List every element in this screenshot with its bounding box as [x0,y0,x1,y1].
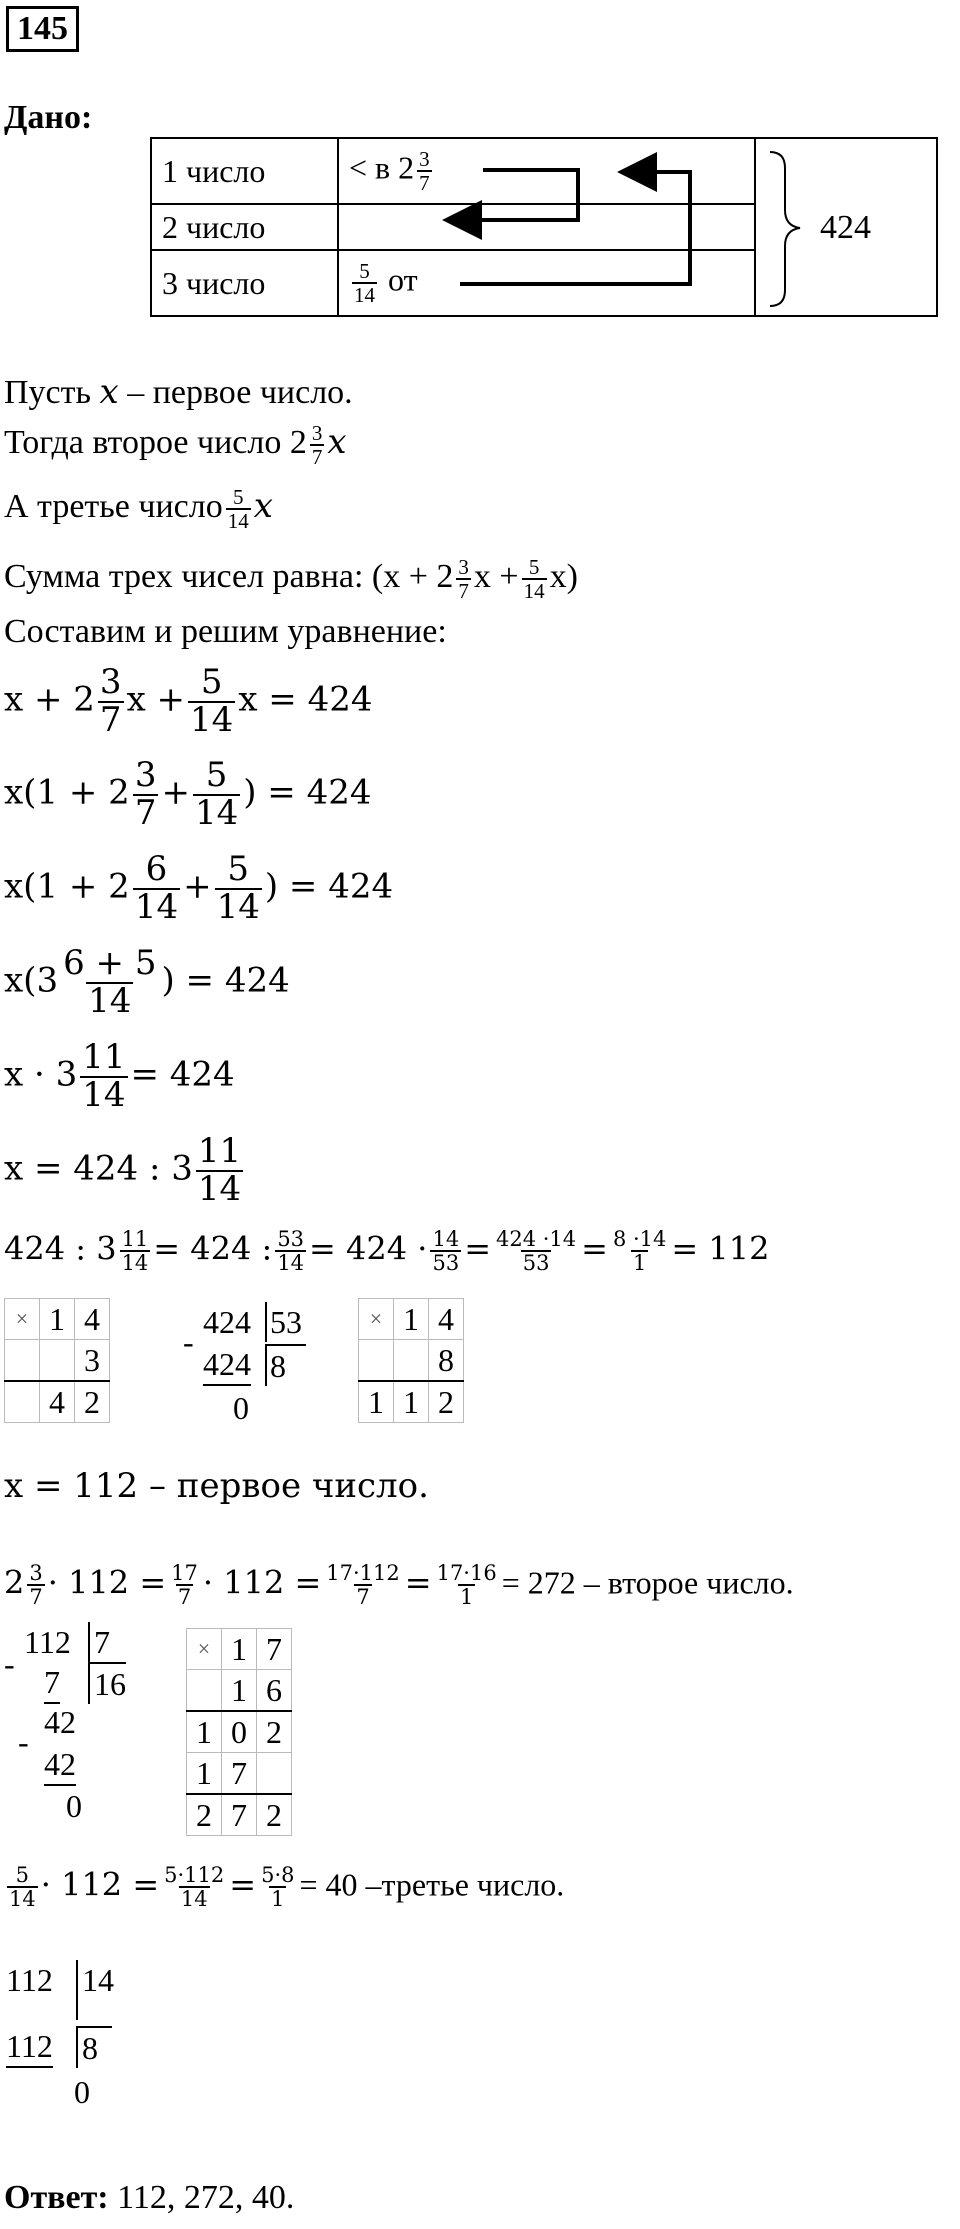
fraction-numerator: 3 [458,555,469,579]
line-second [4,422,347,468]
eq-fraction [215,849,262,927]
eq-fraction [611,1228,668,1274]
third-number-calc [4,1864,564,1910]
eq-part: · 112 = [47,1563,167,1602]
eq-fraction [275,1228,306,1274]
eq-fraction [430,1228,461,1274]
calc-divide-112-7 [4,1622,144,1852]
fraction-denominator: 14 [121,1251,149,1276]
grid-cell: 1 [394,1299,429,1340]
minus-sign: - [4,1646,15,1682]
fraction-numerator: 5 [15,1863,30,1887]
line-sum-end: x) [549,557,578,595]
fraction-denominator: 14 [197,1168,242,1209]
fraction-denominator: 14 [523,579,545,604]
eq-fraction [494,1228,578,1274]
eq-part: = [404,1563,432,1602]
fraction-numerator: 5 [227,849,250,889]
grid-cell [257,1753,292,1795]
equation-4 [4,943,290,1021]
fraction-denominator: 14 [216,886,260,927]
grid-cell: 4 [40,1381,75,1423]
line-let-var: x [99,372,119,412]
grid-cell: 1 [187,1711,222,1753]
fraction-numerator: 6 [145,849,168,889]
grid-cell: 2 [75,1381,110,1423]
fraction-denominator: 1 [633,1251,647,1276]
grid-cell [5,1340,40,1382]
eq-fraction [193,755,240,833]
divisor: 14 [76,1960,114,2020]
eq-fraction [133,849,180,927]
fraction-numerator: 3 [311,421,323,446]
fraction-numerator: 11 [121,1227,149,1251]
eq-part: = [464,1229,491,1268]
line-let [4,372,353,413]
fraction-denominator: 14 [180,1887,208,1912]
eq-part: = 40 –третье число. [299,1866,565,1903]
grid-cell: × [359,1299,394,1340]
fraction-denominator: 7 [177,1585,192,1610]
grid-cell: 4 [429,1299,464,1340]
fraction-numerator: 5 [232,485,244,510]
grid-cell: 2 [187,1794,222,1836]
equation-3 [4,849,394,927]
eq-part: + [161,772,190,813]
fraction-numerator: 5·112 [164,1863,225,1887]
line-sum-frac2 [522,556,547,602]
divisor: 53 [265,1302,302,1342]
fraction-numerator: 11 [197,1131,242,1171]
fraction-denominator: 14 [277,1251,305,1276]
fraction-numerator: 5 [528,555,540,579]
fraction-numerator: 3 [134,755,157,795]
fraction-numerator: 17 [171,1561,198,1585]
calc-multiply-17x16 [186,1628,292,1836]
fraction-numerator: 11 [82,1037,126,1077]
grid-cell: 7 [257,1629,292,1670]
grid-cell: × [5,1299,40,1340]
grid-cell [187,1670,222,1712]
minus-sign: - [18,1724,29,1760]
eq-part: x = 424 [238,679,373,720]
eq-fraction [98,662,124,740]
problem-number: 145 [6,6,79,52]
grid-cell: 6 [257,1670,292,1712]
line-sum-mid: x + [473,557,519,595]
subtrahend: 42 [44,1744,76,1786]
fraction-numerator: 17·112 [326,1561,400,1585]
grid-cell: 4 [75,1299,110,1340]
eq-fraction [27,1562,44,1608]
fraction-numerator: 5 [205,755,228,795]
fraction-numerator: 6 + 5 [63,943,157,983]
row3-cond-suffix: от [388,261,418,298]
grid-cell: 0 [222,1711,257,1753]
grid-cell: 7 [222,1753,257,1795]
eq-part: · 112 = [202,1563,322,1602]
result-first: x = 112 – первое число. [4,1466,429,1506]
remainder: 0 [233,1390,249,1426]
line-let-a: Пусть [4,374,100,411]
eq-fraction [435,1562,499,1608]
row2-label: 2 число [151,204,338,250]
dividend: 112 [6,1962,53,1998]
equation-2 [4,755,372,833]
second-number-calc [4,1562,794,1608]
eq-fraction [61,943,158,1021]
fraction-numerator: 3 [29,1561,43,1585]
grid-cell [5,1381,40,1423]
fraction-denominator: 14 [194,792,239,833]
fraction-denominator: 53 [432,1251,460,1276]
divisor: 7 [88,1622,124,1662]
equation-5 [4,1037,235,1115]
dividend: 112 [24,1624,71,1660]
quotient: 8 [265,1344,306,1386]
eq-fraction [169,1562,200,1608]
fraction-numerator: 3 [99,662,122,702]
eq-part: x(3 [4,960,59,1001]
eq-part: ) = 424 [161,960,290,1001]
line-second-text: Тогда второе число 2 [4,424,307,461]
dividend: 424 [203,1304,251,1340]
eq-part: ) = 424 [264,866,394,907]
grid-cell: 1 [40,1299,75,1340]
answer-value: 112, 272, 40. [117,2179,295,2216]
equation-7 [4,1228,769,1274]
eq-part: x · 3 [4,1054,78,1095]
fraction-numerator: 8 ·14 [612,1227,667,1251]
eq-part: x = 424 : 3 [4,1148,193,1189]
quotient: 16 [88,1662,126,1704]
minus-sign: - [183,1324,194,1360]
equation-6 [4,1131,246,1209]
line-third-var: x [253,486,273,526]
fraction-denominator: 14 [88,980,132,1021]
line-third-text: А третье число [4,488,223,525]
grid-cell: 2 [257,1711,292,1753]
fraction-denominator: 7 [99,699,122,740]
fraction-denominator: 7 [29,1585,43,1610]
fraction-denominator: 14 [227,509,249,534]
grid-cell: 7 [222,1794,257,1836]
eq-part: x + [126,679,186,720]
sum-value: 424 [820,209,871,246]
eq-part: = [581,1229,608,1268]
subtrahend: 7 [44,1662,60,1704]
remainder: 0 [66,1788,82,1824]
fraction-denominator: 1 [459,1585,474,1610]
calc-multiply-14x3 [4,1298,110,1423]
calc-divide-112-14 [4,1960,144,2140]
line-sum-frac1 [456,556,471,602]
eq-part: = 424 [130,1054,235,1095]
row1-cond-prefix: < в 2 [349,149,415,186]
grid-cell: 1 [222,1670,257,1712]
fraction-denominator: 7 [356,1585,370,1610]
calc-multiply-14x8 [358,1298,464,1423]
eq-fraction [196,1131,243,1209]
partial-dividend: 42 [44,1704,76,1740]
eq-fraction [324,1562,401,1608]
grid-cell: 3 [75,1340,110,1382]
eq-part: · 112 = [40,1865,160,1904]
row3-label: 3 число [151,250,338,316]
fraction-denominator: 14 [9,1887,36,1912]
grid-cell: 1 [359,1381,394,1423]
arrow-row1-to-row2 [450,170,578,220]
eq-part: = 424 : [153,1229,273,1268]
eq-fraction [7,1864,38,1910]
subtrahend: 112 [6,2026,53,2068]
fraction-denominator: 14 [134,886,179,927]
fraction-numerator: 17·16 [436,1561,497,1585]
eq-fraction [162,1864,226,1910]
eq-part: = 424 · [309,1229,428,1268]
line-second-var: x [327,422,347,462]
grid-cell: 2 [257,1794,292,1836]
eq-fraction [80,1037,127,1115]
grid-cell: × [187,1629,222,1670]
line-sum-a: Сумма трех чисел равна: (x + 2 [4,557,454,595]
eq-fraction [259,1864,296,1910]
fraction-denominator: 14 [354,283,375,307]
eq-part: + [183,866,212,907]
grid-cell: 1 [394,1381,429,1423]
line-let-b: – первое число. [118,374,353,411]
grid-cell [40,1340,75,1382]
fraction-denominator: 7 [134,792,157,833]
eq-part: x + 2 [4,679,95,720]
eq-part: = 272 – второе число. [501,1564,794,1601]
grid-cell [394,1340,429,1382]
fraction-denominator: 7 [311,445,323,470]
eq-part: ) = 424 [243,772,372,813]
fraction-numerator: 5·8 [261,1863,295,1887]
line-third [4,486,273,532]
grid-cell: 8 [429,1340,464,1382]
fraction-denominator: 1 [271,1887,285,1912]
line-sum [4,556,578,602]
fraction-denominator: 7 [419,171,430,195]
eq-fraction [120,1228,151,1274]
fraction-denominator: 7 [458,579,469,604]
eq-part: 2 [4,1563,25,1602]
fraction-denominator: 53 [522,1251,550,1276]
grid-cell: 1 [187,1753,222,1795]
eq-part: = 112 [671,1229,770,1268]
fraction-numerator: 5 [359,258,370,283]
eq-part: 424 : 3 [4,1229,117,1268]
eq-part: = [229,1865,257,1904]
row1-label: 1 число [151,138,338,204]
given-arrows [0,0,960,330]
remainder: 0 [74,2074,90,2110]
line-second-fraction [310,422,325,468]
eq-part: x(1 + 2 [4,866,130,907]
line-third-fraction [226,486,251,532]
fraction-numerator: 53 [277,1227,305,1251]
given-label: Дано: [4,99,93,136]
fraction-numerator: 3 [419,146,430,171]
sum-brace [770,152,800,306]
fraction-numerator: 424 ·14 [496,1227,577,1251]
fraction-numerator: 5 [200,662,223,702]
fraction-numerator: 14 [432,1227,460,1251]
line-compose: Составим и решим уравнение: [4,613,447,650]
eq-fraction [188,662,235,740]
answer-label: Ответ: [4,2179,109,2216]
eq-part: x(1 + 2 [4,772,130,813]
arrow-row3-to-row1 [460,172,690,284]
grid-cell: 1 [222,1629,257,1670]
eq-fraction [133,755,159,833]
grid-cell [359,1340,394,1382]
answer [4,2178,294,2218]
grid-cell: 2 [429,1381,464,1423]
fraction-denominator: 14 [82,1074,126,1115]
quotient: 8 [76,2026,112,2068]
subtrahend: 424 [203,1344,251,1386]
equation-1 [4,662,373,740]
fraction-denominator: 14 [190,699,234,740]
